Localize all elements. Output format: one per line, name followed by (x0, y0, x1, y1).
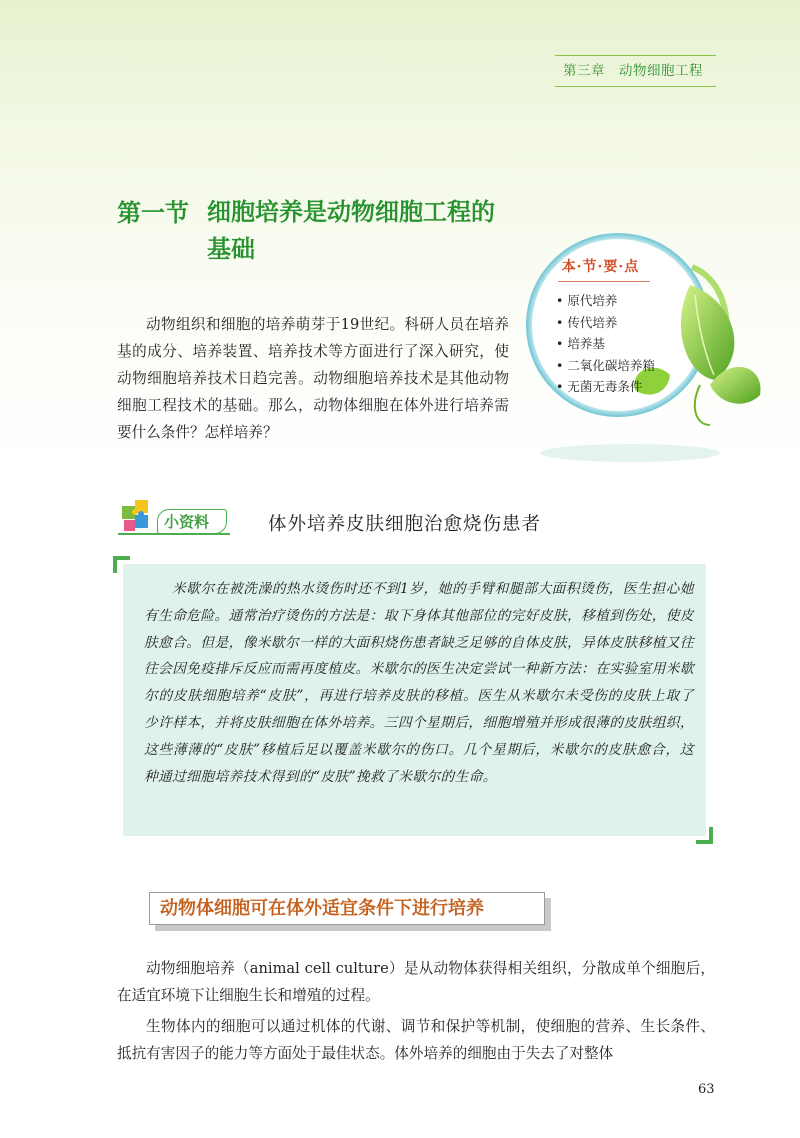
info-box-title: 体外培养皮肤细胞治愈烧伤患者 (268, 514, 542, 535)
header-rule-top (555, 55, 716, 56)
section-number: 第一节 (117, 198, 189, 227)
body-paragraph: 生物体内的细胞可以通过机体的代谢、调节和保护等机制，使细胞的营养、生长条件、抵抗有害因子的能力等方面处于最佳状态。体外培养的细胞由于失去了对整体 (117, 1018, 715, 1062)
subheading: 动物体细胞可在体外适宜条件下进行培养 (149, 892, 545, 925)
chapter-title: 动物细胞工程 (619, 63, 703, 79)
intro-paragraph: 动物组织和细胞的培养萌芽于19世纪。科研人员在培养基的成分、培养装置、培养技术等方面进行了深入研究，使动物细胞培养技术日趋完善。动物细胞培养技术是其他动物细胞工程技术的基础。那么，动物体细胞在体外进行培养需要什么条件？怎样培养？ (117, 316, 509, 441)
section-title: 细胞培养是动物细胞工程的基础 (207, 197, 495, 263)
chapter-number: 第三章 (563, 63, 605, 79)
corner-mark (696, 840, 713, 844)
key-point-item: • 无菌无毒条件 (556, 376, 655, 398)
puzzle-icon (120, 498, 160, 536)
key-point-item: • 原代培养 (556, 290, 655, 312)
key-points-title: 本·节·要·点 (561, 259, 640, 275)
info-badge: 小资料 (157, 509, 227, 534)
key-point-item: • 二氧化碳培养箱 (556, 355, 655, 377)
body-paragraph: 动物细胞培养（animal cell culture）是从动物体获得相关组织，分散成单个细胞后，在适宜环境下让细胞生长和增殖的过程。 (117, 960, 715, 1004)
key-point-item: • 传代培养 (556, 312, 655, 334)
header-rule-bottom (555, 86, 716, 87)
chapter-header (563, 59, 716, 83)
corner-mark (113, 556, 130, 560)
key-points-list (556, 290, 655, 398)
key-point-item: • 培养基 (556, 333, 655, 355)
info-box-text: 米歇尔在被洗澡的热水烫伤时还不到1岁，她的手臂和腿部大面积烫伤，医生担心她有生命危险。通常治疗烫伤的方法是：取下身体其他部位的完好皮肤，移植到伤处，使皮肤愈合。但是，像米歇尔一样的大面积烧伤患者缺乏足够的自体皮肤，异体皮肤移植又往往会因免疫排斥反应而需再度植皮。米歇尔的医生决定尝试一种新方法：在实验室用米歇尔的皮肤细胞培养“皮肤”，再进行培养皮肤的移植。医生从米歇尔未受伤的皮肤上取了少许样本，并将皮肤细胞在体外培养。三四个星期后，细胞增殖并形成很薄的皮肤组织，这些薄薄的“皮肤”移植后足以覆盖米歇尔的伤口。几个星期后，米歇尔的皮肤愈合，这种通过细胞培养技术得到的“皮肤”挽救了米歇尔的生命。 (144, 581, 694, 785)
page-number: 63 (698, 1082, 715, 1097)
key-points-rule (558, 281, 650, 282)
